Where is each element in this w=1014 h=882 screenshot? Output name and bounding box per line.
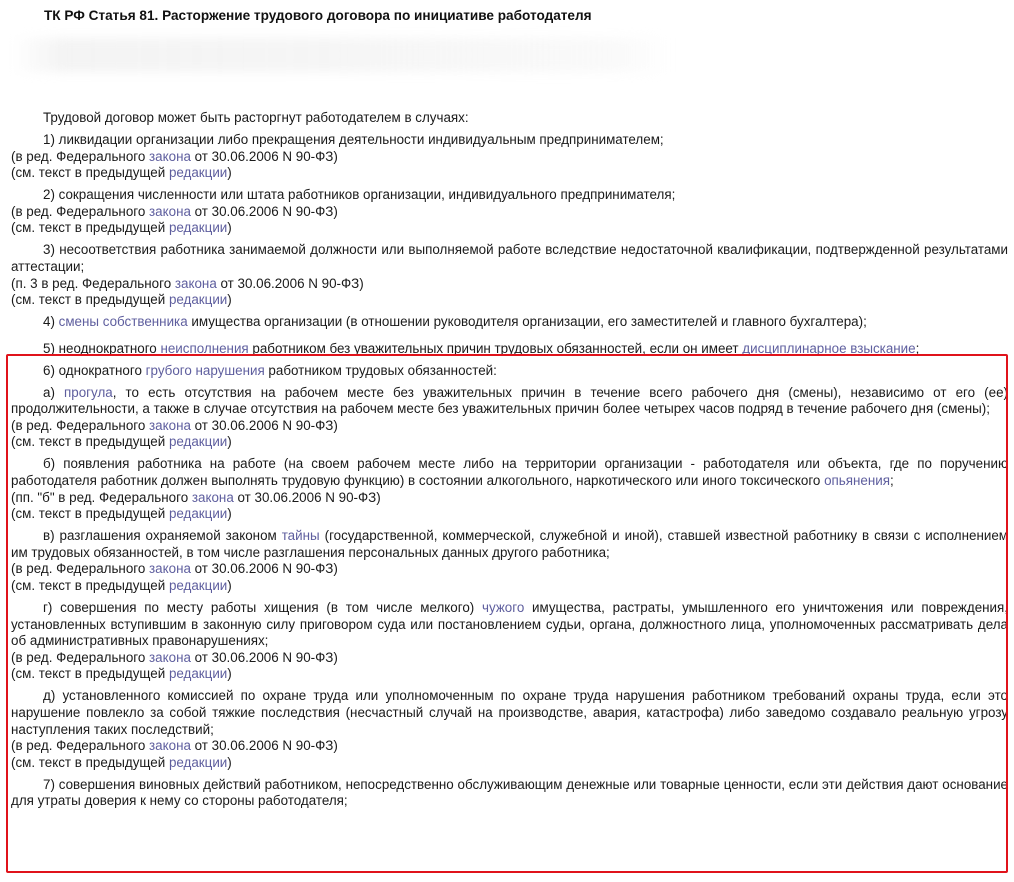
edition-prefix: (в ред. Федерального xyxy=(11,417,150,433)
subitem-a-edition-note xyxy=(11,418,1008,435)
subitem-b xyxy=(11,456,1008,522)
subitem-g-see-note xyxy=(11,666,1008,683)
see-prefix: (см. текст в предыдущей xyxy=(11,220,169,236)
see-suffix: ) xyxy=(227,506,232,522)
law-link[interactable]: закона xyxy=(149,561,191,577)
item-6-suffix: работником трудовых обязанностей: xyxy=(264,362,497,378)
edition-suffix: от 30.06.2006 N 90-ФЗ) xyxy=(233,489,381,505)
subitem-v-edition-note xyxy=(11,561,1008,578)
edition-link[interactable]: редакции xyxy=(168,165,228,181)
subitem-g xyxy=(11,600,1008,683)
see-prefix: (см. текст в предыдущей xyxy=(11,165,169,181)
subitem-v-suffix: (государственной, коммерческой, служебной и иной), ставшей известной работнику в связи с исполнением им трудовых обязанностей, в том числе разглашения персональных данных другого работника; xyxy=(11,528,1008,560)
edition-prefix: (в ред. Федерального xyxy=(11,561,150,577)
subitem-v-prefix: в) разглашения охраняемой законом xyxy=(43,528,282,544)
subitem-d-see-note xyxy=(11,755,1008,772)
non-performance-link[interactable]: неисполнения xyxy=(160,340,249,356)
see-prefix: (см. текст в предыдущей xyxy=(11,506,169,522)
law-link[interactable]: закона xyxy=(149,738,191,754)
see-suffix: ) xyxy=(227,220,232,236)
blurred-header-area xyxy=(10,38,670,72)
intoxication-link[interactable]: опьянения xyxy=(824,473,890,489)
see-prefix: (см. текст в предыдущей xyxy=(11,292,169,308)
item-6-prefix: 6) однократного xyxy=(43,362,146,378)
item-4-suffix: имущества организации (в отношении руководителя организации, его заместителей и главного бухгалтера); xyxy=(187,314,867,330)
subitem-b-suffix: ; xyxy=(890,473,894,489)
intro-text: Трудовой договор может быть расторгнут работодателем в случаях: xyxy=(43,110,469,125)
subitem-g-text xyxy=(11,600,1008,650)
edition-link[interactable]: редакции xyxy=(168,292,228,308)
edition-link[interactable]: редакции xyxy=(168,666,228,682)
edition-link[interactable]: редакции xyxy=(168,506,228,522)
law-link[interactable]: закона xyxy=(149,649,191,665)
item-3-edition-note xyxy=(11,276,1008,293)
law-link[interactable]: закона xyxy=(174,275,217,291)
item-1-edition-note xyxy=(11,149,1008,166)
edition-suffix: от 30.06.2006 N 90-ФЗ) xyxy=(190,649,338,665)
intro-paragraph xyxy=(11,110,1008,127)
item-5-prefix: 5) неоднократного xyxy=(43,340,161,356)
item-7 xyxy=(11,777,1008,810)
item-1-text: 1) ликвидации организации либо прекращения деятельности индивидуальным предпринимателем; xyxy=(43,131,664,147)
edition-prefix: (в ред. Федерального xyxy=(11,148,150,164)
edition-suffix: от 30.06.2006 N 90-ФЗ) xyxy=(190,148,338,164)
item-2-see-note xyxy=(11,220,1008,237)
edition-link[interactable]: редакции xyxy=(168,220,228,236)
subitem-a-see-note xyxy=(11,434,1008,451)
gross-violation-link[interactable]: грубого нарушения xyxy=(145,362,265,378)
item-3 xyxy=(11,242,1008,308)
others-property-link[interactable]: чужого xyxy=(482,599,525,615)
subitem-g-prefix: г) совершения по месту работы хищения (в том числе мелкого) xyxy=(43,599,482,615)
item-6 xyxy=(11,363,1008,380)
item-5 xyxy=(11,341,1008,358)
item-3-see-note xyxy=(11,292,1008,309)
subitem-a-text xyxy=(11,385,1008,418)
item-4 xyxy=(11,314,1008,331)
see-prefix: (см. текст в предыдущей xyxy=(11,666,169,682)
subitem-a-suffix: , то есть отсутствия на рабочем месте без уважительных причин в течение всего рабочего дня (смены), независимо от его (ее) продолжительности, а также в случае отсутствия на рабочем месте без уважительных причин более четырех часов подряд в течение рабочего дня (смены); xyxy=(11,384,1008,417)
subitem-v xyxy=(11,528,1008,594)
subitem-a xyxy=(11,385,1008,451)
subitem-b-prefix: б) появления работника на работе (на своем рабочем месте либо на территории организации - работодателя или объекта, где по поручению работодателя работник должен выполнять трудовую функцию) в состоянии алкогольного, наркотического или иного токсического xyxy=(11,456,1008,489)
see-suffix: ) xyxy=(227,666,232,682)
truancy-link[interactable]: прогула xyxy=(64,384,113,400)
subitem-v-text xyxy=(11,528,1008,561)
subitem-v-see-note xyxy=(11,578,1008,595)
edition-prefix: (в ред. Федерального xyxy=(11,203,150,219)
edition-prefix: (в ред. Федерального xyxy=(11,649,150,665)
edition-link[interactable]: редакции xyxy=(168,577,228,593)
edition-prefix: (пп. "б" в ред. Федерального xyxy=(11,489,192,505)
item-7-text: 7) совершения виновных действий работником, непосредственно обслуживающим денежные или товарные ценности, если эти действия дают основание для утраты доверия к нему со стороны работодателя; xyxy=(11,776,1008,809)
law-link[interactable]: закона xyxy=(149,203,191,219)
article-body xyxy=(11,110,1008,815)
law-link[interactable]: закона xyxy=(149,148,191,164)
subitem-b-edition-note xyxy=(11,490,1008,507)
see-prefix: (см. текст в предыдущей xyxy=(11,754,169,770)
subitem-d-text: д) установленного комиссией по охране труда или уполномоченным по охране труда нарушения работником требований охраны труда, если это нарушение повлекло за собой тяжкие последствия (несчастный случай на производстве, авария, катастрофа) либо заведомо создавало реальную угрозу наступления таких последствий; xyxy=(11,688,1008,737)
see-suffix: ) xyxy=(227,165,232,181)
edition-prefix: (в ред. Федерального xyxy=(11,738,150,754)
subitem-d xyxy=(11,688,1008,771)
owner-change-link[interactable]: смены собственника xyxy=(58,314,188,330)
subitem-d-edition-note xyxy=(11,738,1008,755)
item-1-see-note xyxy=(11,165,1008,182)
item-2-edition-note xyxy=(11,204,1008,221)
secret-link[interactable]: тайны xyxy=(281,528,320,544)
see-suffix: ) xyxy=(227,434,232,450)
article-title: ТК РФ Статья 81. Расторжение трудового договора по инициативе работодателя xyxy=(44,8,592,23)
edition-link[interactable]: редакции xyxy=(168,754,228,770)
subitem-g-edition-note xyxy=(11,650,1008,667)
edition-suffix: от 30.06.2006 N 90-ФЗ) xyxy=(190,738,338,754)
subitem-a-prefix: а) xyxy=(43,384,65,400)
subitem-g-suffix: имущества, растраты, умышленного его уничтожения или повреждения, установленных вступившим в законную силу приговором суда или постановлением судьи, органа, должностного лица, уполномоченных рассматривать дела об административных правонарушениях; xyxy=(11,599,1008,649)
law-link[interactable]: закона xyxy=(149,417,191,433)
see-suffix: ) xyxy=(227,292,232,308)
see-prefix: (см. текст в предыдущей xyxy=(11,577,169,593)
see-suffix: ) xyxy=(227,754,232,770)
law-link[interactable]: закона xyxy=(191,489,234,505)
edition-suffix: от 30.06.2006 N 90-ФЗ) xyxy=(190,561,338,577)
item-1 xyxy=(11,132,1008,182)
item-5-suffix: ; xyxy=(915,340,920,356)
see-suffix: ) xyxy=(227,577,232,593)
see-prefix: (см. текст в предыдущей xyxy=(11,434,169,450)
subitem-b-see-note xyxy=(11,506,1008,523)
item-5-middle: работником без уважительных причин трудовых обязанностей, если он имеет xyxy=(248,340,743,356)
edition-suffix: от 30.06.2006 N 90-ФЗ) xyxy=(216,275,364,291)
edition-suffix: от 30.06.2006 N 90-ФЗ) xyxy=(190,417,338,433)
edition-suffix: от 30.06.2006 N 90-ФЗ) xyxy=(190,203,338,219)
item-3-text: 3) несоответствия работника занимаемой должности или выполняемой работе вследствие недостаточной квалификации, подтвержденной результатами аттестации; xyxy=(11,242,1008,274)
subitem-b-text xyxy=(11,456,1008,489)
item-2 xyxy=(11,187,1008,237)
disciplinary-penalty-link[interactable]: дисциплинарное взыскание xyxy=(742,340,916,356)
item-4-prefix: 4) xyxy=(43,314,59,330)
item-2-text: 2) сокращения численности или штата работников организации, индивидуального предпринимателя; xyxy=(43,187,676,203)
edition-link[interactable]: редакции xyxy=(168,434,228,450)
edition-prefix: (п. 3 в ред. Федерального xyxy=(11,275,175,291)
